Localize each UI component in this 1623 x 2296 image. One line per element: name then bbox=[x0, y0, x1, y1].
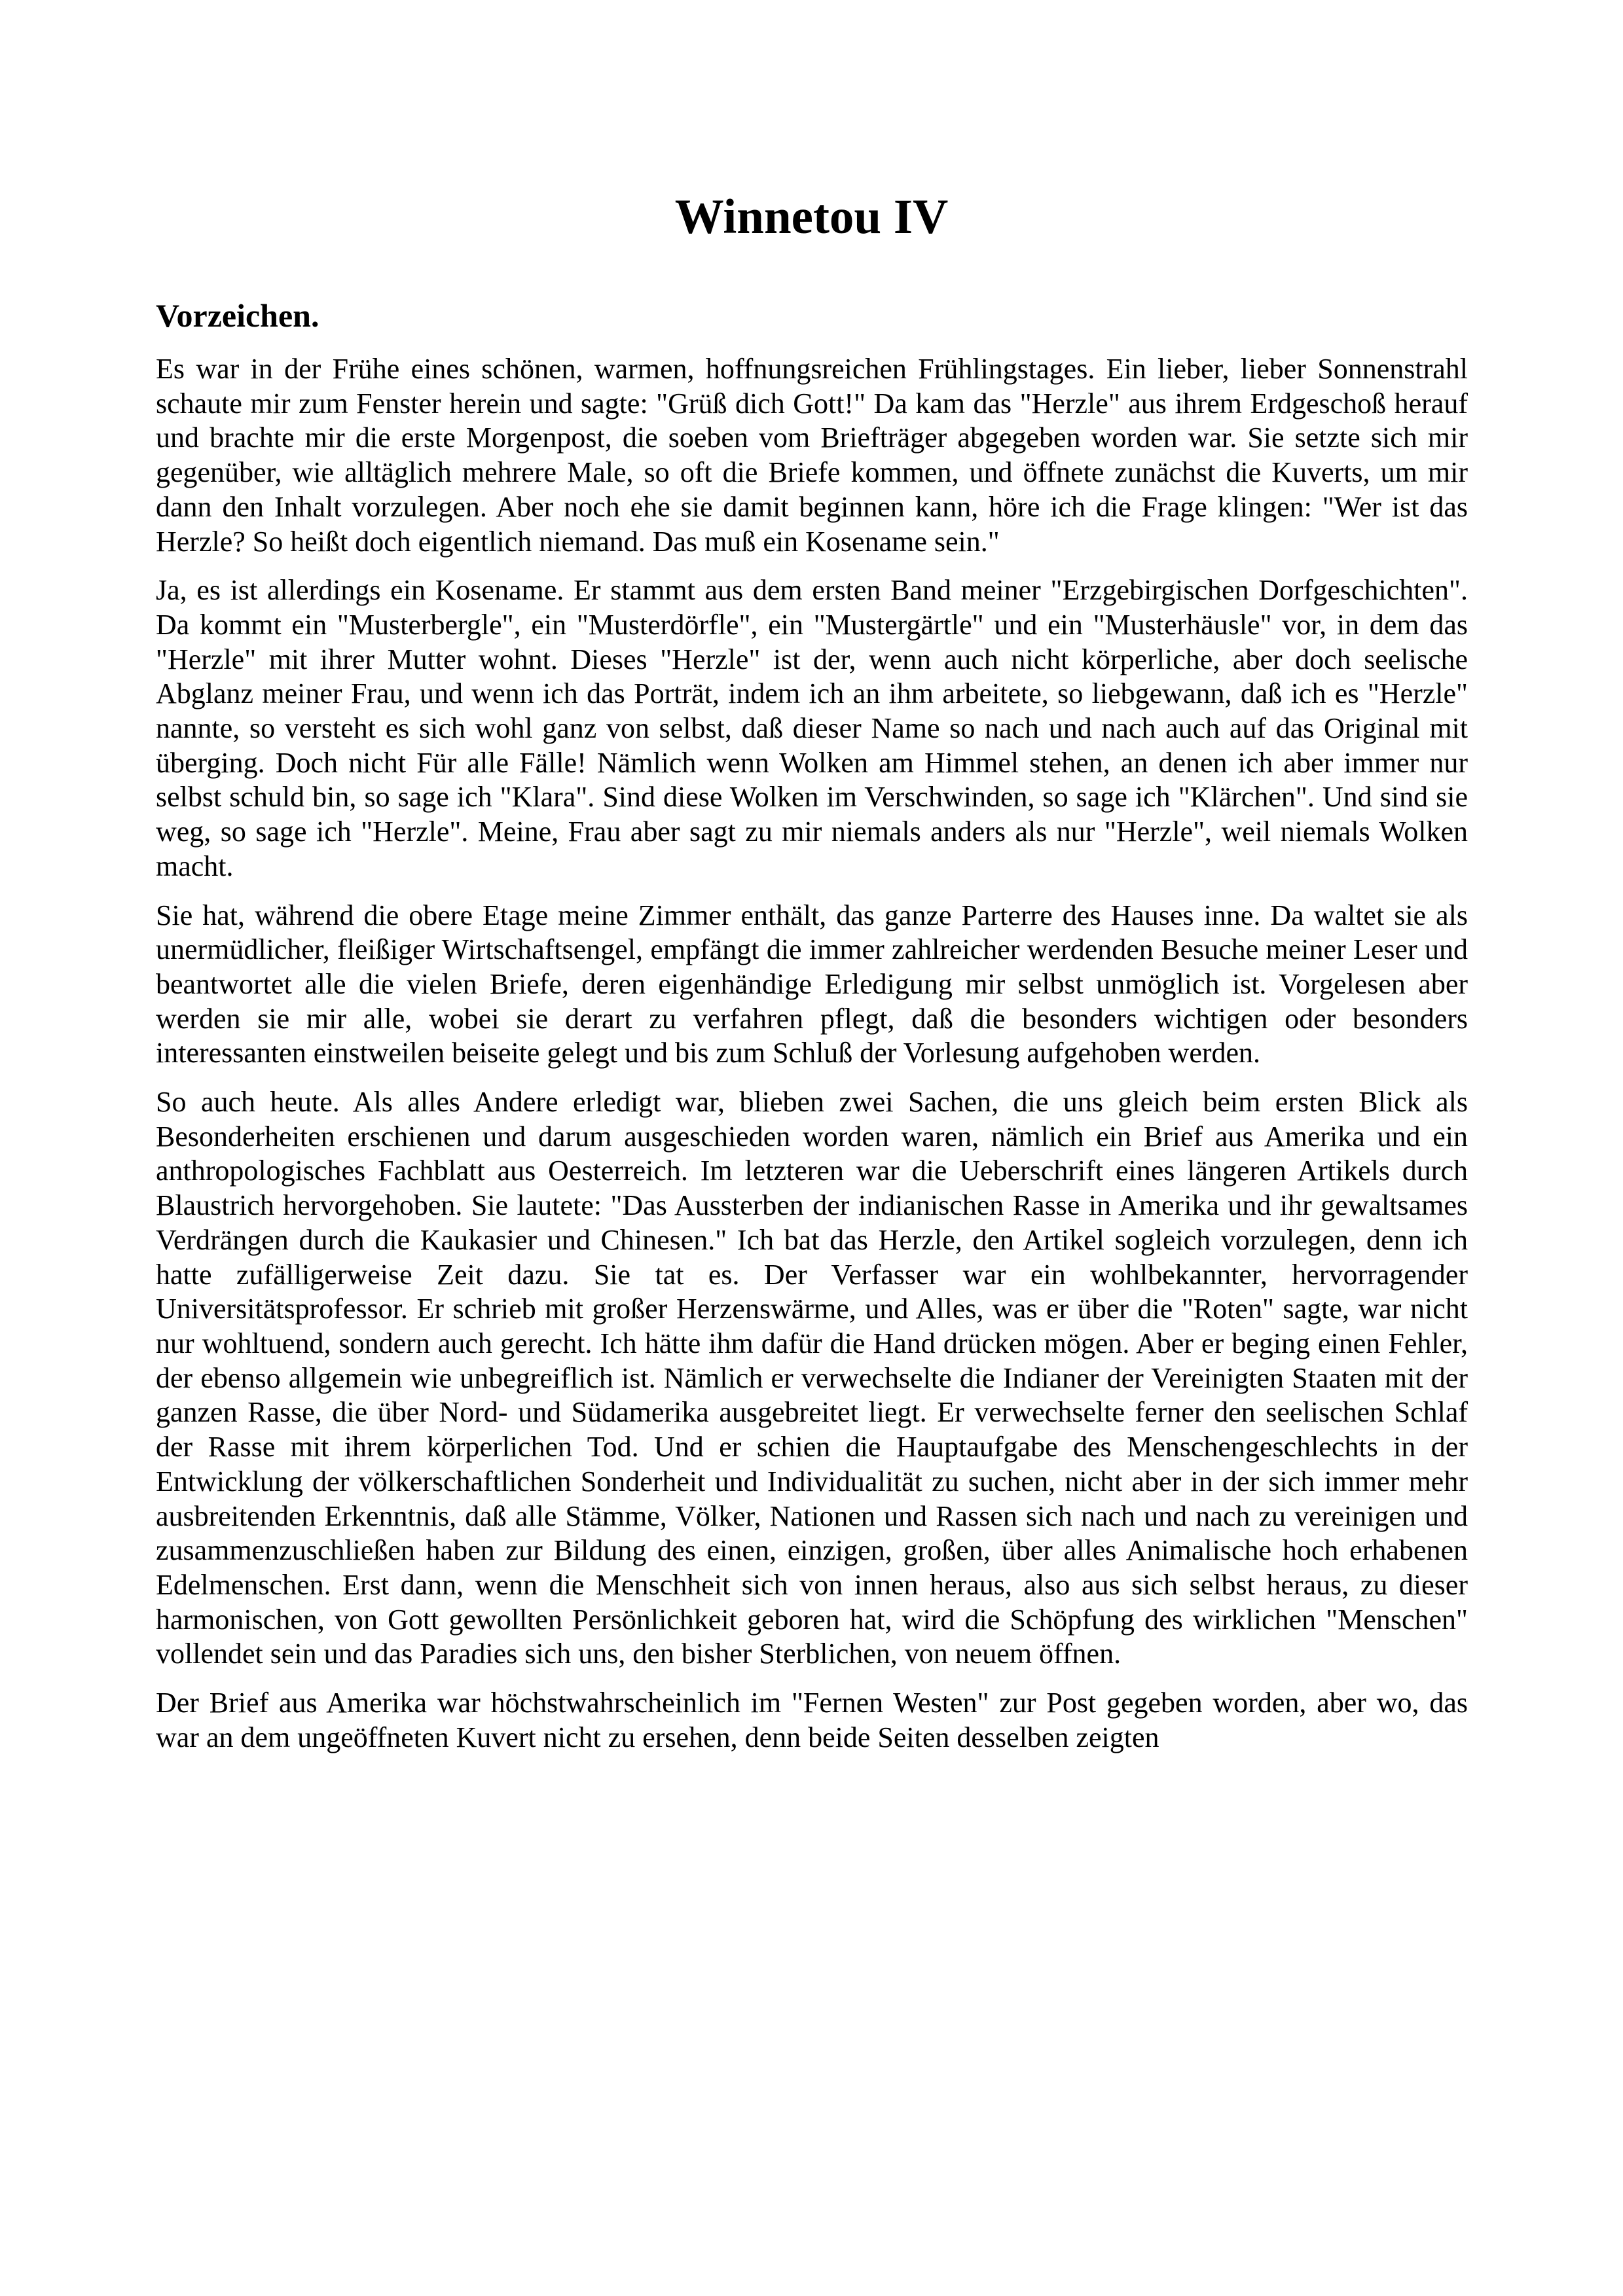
section-heading: Vorzeichen. bbox=[156, 297, 319, 334]
document-title: Winnetou IV bbox=[674, 190, 949, 244]
body-text bbox=[156, 352, 1468, 1769]
paragraph: Es war in der Frühe eines schönen, warmen, hoffnungsreichen Frühlingstages. Ein lieber, lieber Sonnenstrahl schaute mir zum Fenster herein und sagte: "Grüß dich Gott!" Da kam das "Herzle" aus ihrem Erdgeschoß herauf und brachte mir die erste Morgenpost, die soeben vom Briefträger abgegeben worden war. Sie setzte sich mir gegenüber, wie alltäglich mehrere Male, so oft die Briefe kommen, und öffnete zunächst die Kuverts, um mir dann den Inhalt vorzulegen. Aber noch ehe sie damit beginnen kann, höre ich die Frage klingen: "Wer ist das Herzle? So heißt doch eigentlich niemand. Das muß ein Kosename sein." bbox=[156, 353, 1468, 558]
paragraph: So auch heute. Als alles Andere erledigt war, blieben zwei Sachen, die uns gleich beim ersten Blick als Besonderheiten erschienen und darum ausgeschieden worden waren, nämlich ein Brief aus Amerika und ein anthropologisches Fachblatt aus Oesterreich. Im letzteren war die Ueberschrift eines längeren Artikels durch Blaustrich hervorgehoben. Sie lautete: "Das Aussterben der indianischen Rasse in Amerika und ihr gewaltsames Verdrängen durch die Kaukasier und Chinesen." Ich bat das Herzle, den Artikel sogleich vorzulegen, denn ich hatte zufälligerweise Zeit dazu. Sie tat es. Der Verfasser war ein wohlbekannter, hervorragender Universitätsprofessor. Er schrieb mit großer Herzenswärme, und Alles, was er über die "Roten" sagte, war nicht nur wohltuend, sondern auch gerecht. Ich hätte ihm dafür die Hand drücken mögen. Aber er beging einen Fehler, der ebenso allgemein wie unbegreiflich ist. Nämlich er verwechselte die Indianer der Vereinigten Staaten mit der ganzen Rasse, die über Nord- und Südamerika ausgebreitet liegt. Er verwechselte ferner den seelischen Schlaf der Rasse mit ihrem körperlichen Tod. Und er schien die Hauptaufgabe des Menschengeschlechts in der Entwicklung der völkerschaftlichen Sonderheit und Individualität zu suchen, nicht aber in der sich immer mehr ausbreitenden Erkenntnis, daß alle Stämme, Völker, Nationen und Rassen sich nach und nach zu vereinigen und zusammenzuschließen haben zur Bildung des einen, einzigen, großen, über alles Animalische hoch erhabenen Edelmenschen. Erst dann, wenn die Menschheit sich von innen heraus, also aus sich selbst heraus, zu dieser harmonischen, von Gott gewollten Persönlichkeit geboren hat, wird die Schöpfung des wirklichen "Menschen" vollendet sein und das Paradies sich uns, den bisher Sterblichen, von neuem öffnen. bbox=[156, 1086, 1468, 1670]
paragraph: Ja, es ist allerdings ein Kosename. Er stammt aus dem ersten Band meiner "Erzgebirgischen Dorfgeschichten". Da kommt ein "Musterbergle", ein "Musterdörfle", ein "Mustergärtle" und ein "Musterhäusle" vor, in dem das "Herzle" mit ihrer Mutter wohnt. Dieses "Herzle" ist der, wenn auch nicht körperliche, aber doch seelische Abglanz meiner Frau, und wenn ich das Porträt, indem ich an ihm arbeitete, so liebgewann, daß ich es "Herzle" nannte, so versteht es sich wohl ganz von selbst, daß dieser Name so nach und nach auch auf das Original mit überging. Doch nicht Für alle Fälle! Nämlich wenn Wolken am Himmel stehen, an denen ich aber immer nur selbst schuld bin, so sage ich "Klara". Sind diese Wolken im Verschwinden, so sage ich "Klärchen". Und sind sie weg, so sage ich "Herzle". Meine, Frau aber sagt zu mir niemals anders als nur "Herzle", weil niemals Wolken macht. bbox=[156, 574, 1468, 882]
paragraph: Der Brief aus Amerika war höchstwahrscheinlich im "Fernen Westen" zur Post gegeben worden, aber wo, das war an dem ungeöffneten Kuvert nicht zu ersehen, denn beide Seiten desselben zeigten bbox=[156, 1687, 1468, 1753]
paragraph: Sie hat, während die obere Etage meine Zimmer enthält, das ganze Parterre des Hauses inne. Da waltet sie als unermüdlicher, fleißiger Wirtschaftsengel, empfängt die immer zahlreicher werdenden Besuche meiner Leser und beantwortet alle die vielen Briefe, deren eigenhändige Erledigung mir selbst unmöglich ist. Vorgelesen aber werden sie mir alle, wobei sie derart zu verfahren pflegt, daß die besonders wichtigen oder besonders interessanten einstweilen beiseite gelegt und bis zum Schluß der Vorlesung aufgehoben werden. bbox=[156, 899, 1468, 1069]
